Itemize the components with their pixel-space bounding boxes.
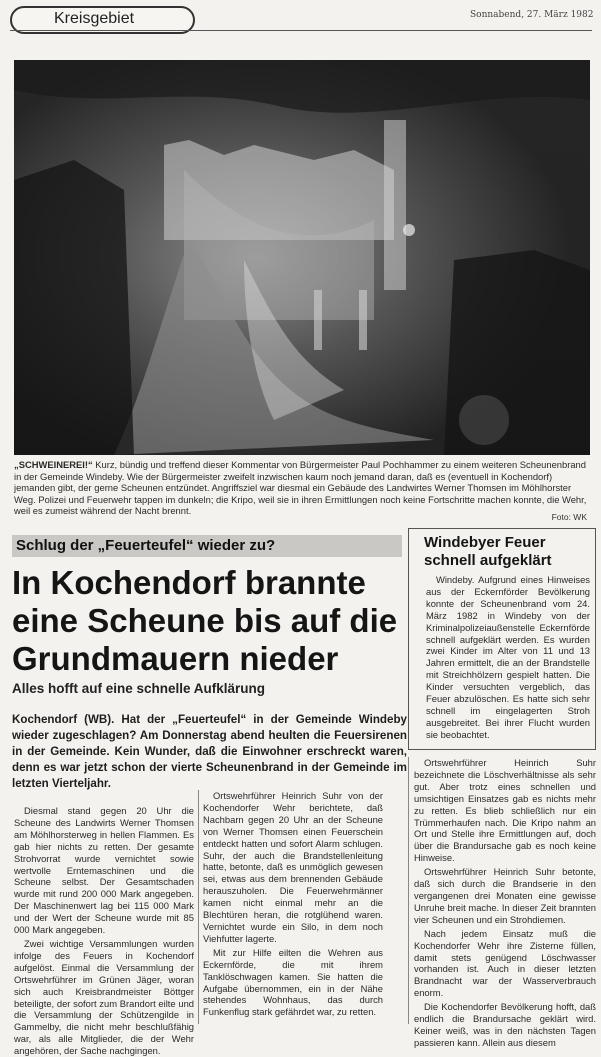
- sidebar-body: [426, 574, 590, 743]
- fire-photo: [14, 60, 590, 455]
- issue-date: Sonnabend, 27. März 1982: [470, 10, 594, 20]
- header-rule: [10, 30, 592, 31]
- article-column-2: [203, 790, 383, 1024]
- article-kicker: [12, 535, 402, 557]
- caption-text: Kurz, bündig und treffend dieser Kommentar von Bürgermeister Paul Pochhammer zu einem weiteren Scheunenbrand in der Gemeinde Windeby. Wie der Bürgermeister zweifelt inzwischen kaum noch jemand daran, daß es (eventuell in Kochendorf) jemanden gibt, der gerne Scheunen entzündet. Angriffsziel war diesmal ein Gebäude des Landwirtes Werner Thomsen im Möhlhorster Weg. Polizei und Feuerwehr tappen im dunkeln; die Kripo, weil sie in ihren Ermittlungen noch keine Fortschritte machen konnte, die Wehr, weil es zumeist während der Nacht brennt.: [14, 459, 587, 516]
- paragraph: Ortswehrführer Heinrich Suhr betonte, daß sich durch die Brandserie in den vergangenen drei Monaten eine gewisse Unruhe breit mache. In dieser Zeit brannten vier Scheunen und ein Strohdiemen.: [414, 866, 596, 925]
- kicker-text: Schlug der „Feuerteufel“ wieder zu?: [16, 537, 276, 554]
- section-label: Kreisgebiet: [54, 10, 135, 27]
- paragraph: Zwei wichtige Versammlungen wurden infolge des Feuers in Kochendorf aufgelöst. Einmal die Versammlung der Ortswehrführer im Grünen Jäger, woran sich auch Kreisbrandmeister Böttger beteiligte, der sofort zum Brandort eilte und die Versammlung der Schützengilde in Gammelby, die nicht mehr beschlußfähig war, als alle Mitglieder, die der Wehr angehören, der Sache nachgingen.: [14, 937, 194, 1057]
- photo-credit: Foto: WK: [551, 512, 587, 522]
- column-rule: [408, 757, 409, 1024]
- paragraph: Die Kochendorfer Bevölkerung hofft, daß endlich die Brandursache geklärt wird. Keiner weiß, was in den nächsten Tagen passieren kann. Allein aus diesem: [414, 1001, 596, 1048]
- paragraph: Diesmal stand gegen 20 Uhr die Scheune des Landwirts Werner Thomsen am Möhlhorsterweg in hellen Flammen. Es gab hier nichts zu retten. Der gesamte Strohvorrat wurde vernichtet sowie wertvolle Erntemaschinen und die Scheune selbst. Der Gesamtschaden wurde mit rund 200 000 Mark angegeben. Der Maschinenwert lag bei 115 000 Mark und der Wert der Scheune wurde mit 85 000 Mark angegeben.: [14, 805, 194, 936]
- article-column-1: [14, 805, 194, 1057]
- fire-photo-image: [14, 60, 590, 455]
- paragraph: Mit zur Hilfe eilten die Wehren aus Eckernförde, die mit ihrem Tanklöschwagen kamen. Sie hatten die Aufgabe übernommen, ein in der Nähe stehendes Wohnhaus, das durch Funkenflug stark gefährdet war, zu retten.: [203, 946, 383, 1018]
- sidebar-title: Windebyer Feuer schnell aufgeklärt: [424, 534, 552, 569]
- article-column-3: [414, 757, 596, 1048]
- caption-lead: „SCHWEINEREI!“: [14, 459, 93, 470]
- article-headline: In Kochendorf brannte eine Scheune bis auf die Grundmauern nieder: [12, 564, 398, 677]
- column-rule: [198, 790, 199, 1024]
- paragraph: Nach jedem Einsatz muß die Kochendorfer Wehr ihre Zisterne füllen, damit stets genügend Löschwasser vorhanden ist. Auch in dieser letzten Brandnacht war der Wasserverbrauch enorm.: [414, 927, 596, 999]
- paragraph: Windeby. Aufgrund eines Hinweises aus der Eckernförder Bevölkerung konnte der Scheunenbrand vom 24. März 1982 in Windeby von der Kriminalpolizeiaußenstelle Eckernförde schnell aufgeklärt werden. Es wurden zwei Kinder im Alter von 11 und 13 Jahren ermittelt, die an der Brandstelle mit Streichhölzern gespielt hatten. Die Kinder versuchten vergeblich, das Feuer abzulöschen. Es hatte sich sehr schnell im eingelagerten Stroh ausgebreitet. Bei ihrer Flucht wurden sie beobachtet.: [426, 574, 590, 740]
- article-lead: Kochendorf (WB). Hat der „Feuerteufel“ in der Gemeinde Windeby wieder zugeschlagen? Am Donnerstag abend heulten die Feuersirenen in der Gemeinde. Kein Wunder, daß die Einwohner erschreckt waren, denn es war jetzt schon der vierte Scheunenbrand in der Gemeinde im letzten Vierteljahr.: [12, 713, 407, 790]
- paragraph: Ortswehrführer Heinrich Suhr bezeichnete die Löschverhältnisse als sehr gut. Aber trotz eines schnellen und umsichtigen Einsatzes gab es nichts mehr zu retten. Es blieb schließlich nur ein Trümmerhaufen nach. Die Kripo nahm an Ort und Stelle ihre Ermittlungen auf, doch über die Brandursache gab es noch keine Hinweise.: [414, 757, 596, 864]
- paragraph: Ortswehrführer Heinrich Suhr von der Kochendorfer Wehr berichtete, daß Nachbarn gegen 20 Uhr an der Scheune von Werner Thomsen einen Feuerschein entdeckt hatten und sofort Alarm schlugen. Suhr, der auch die Brandstellenleitung hatte, betonte, daß es unmöglich gewesen sei, etwas aus dem brennenden Gebäude herauszuholen. Die Feuerwehrmänner kamen nicht einmal mehr an die Blechtüren heran, die rotglühend waren. Vernichtet wurde ein Silo, in dem noch Viehfutter lagerte.: [203, 790, 383, 944]
- article-subhead: Alles hofft auf eine schnelle Aufklärung: [12, 681, 266, 696]
- photo-caption: [14, 459, 590, 517]
